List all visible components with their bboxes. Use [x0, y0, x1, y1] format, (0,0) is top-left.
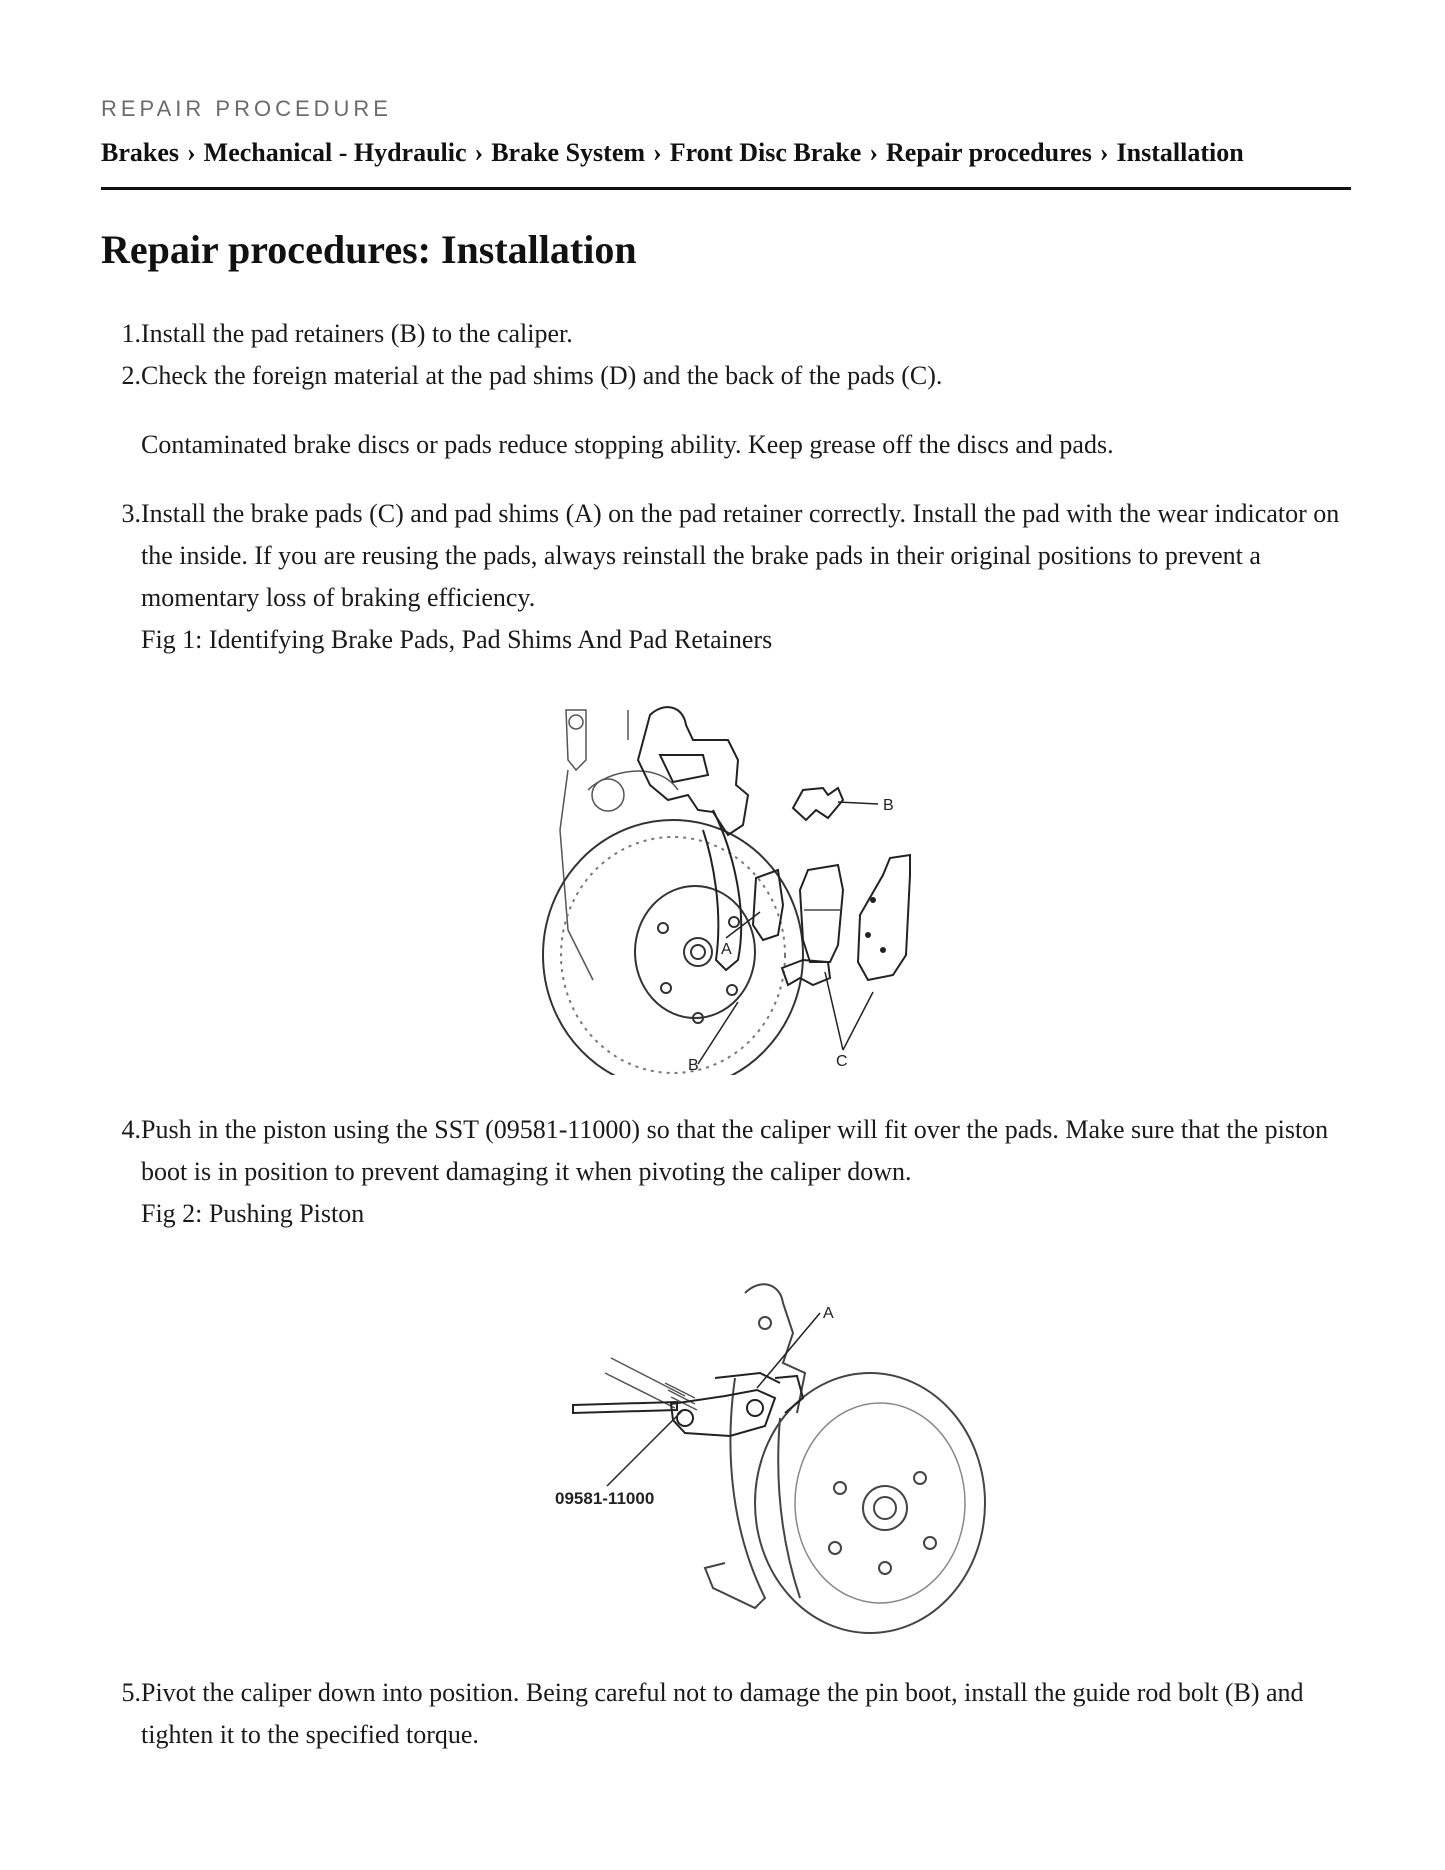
breadcrumb-item[interactable]: Brakes — [101, 138, 179, 167]
step-number: 4. — [121, 1115, 141, 1144]
brake-pad-inner-drawing — [800, 865, 843, 962]
section-eyebrow: REPAIR PROCEDURE — [101, 96, 392, 121]
figure-1-brake-pads — [538, 700, 1078, 1075]
label-c: C — [836, 1053, 848, 1070]
pad-retainer-bottom-drawing — [782, 960, 830, 985]
breadcrumb-separator: › — [474, 138, 484, 167]
label-b-bottom: B — [688, 1057, 699, 1074]
step-number: 3. — [121, 499, 141, 528]
breadcrumb — [101, 138, 1351, 168]
brake-disc-drawing — [755, 1373, 985, 1633]
breadcrumb-separator: › — [187, 138, 196, 167]
pad-retainer-top-drawing — [793, 788, 843, 820]
breadcrumb-separator: › — [653, 138, 662, 167]
breadcrumb-item[interactable]: Repair procedures — [886, 138, 1092, 167]
label-tool-number: 09581-11000 — [555, 1489, 655, 1508]
step-text: Install the brake pads (C) and pad shims (A) on the pad retainer correctly. Install the pad with the wear indicator on the inside. If you are reusing the pads, always reinstall the brake pads in their original positions to prevent a momentary loss of braking efficiency. — [141, 499, 1340, 612]
breadcrumb-item[interactable]: Mechanical - Hydraulic — [203, 138, 467, 167]
sst-handle-drawing — [573, 1402, 677, 1413]
breadcrumb-separator: › — [1099, 138, 1109, 167]
step-2-note: Contaminated brake discs or pads reduce stopping ability. Keep grease off the discs and pads. — [141, 430, 1114, 459]
caliper-and-sst-drawing — [671, 1373, 803, 1436]
figure-1-leader-lines — [698, 802, 878, 1064]
breadcrumb-item-current: Installation — [1116, 138, 1244, 167]
figure-2-leader-lines — [607, 1313, 820, 1486]
brake-pad-outer-drawing — [858, 855, 910, 980]
figure-2-caption: Fig 2: Pushing Piston — [141, 1199, 365, 1228]
figure-2-pushing-piston — [535, 1278, 1075, 1638]
step-text: Install the pad retainers (B) to the caliper. — [141, 319, 573, 348]
pad-shim-drawing — [753, 870, 783, 940]
steering-knuckle-drawing — [705, 1284, 805, 1608]
steering-knuckle-drawing — [560, 710, 678, 980]
breadcrumb-item[interactable]: Front Disc Brake — [669, 138, 862, 167]
header-divider — [101, 187, 1351, 190]
page-title: Repair procedures: Installation — [101, 227, 637, 272]
step-number: 2. — [121, 361, 141, 390]
brake-disc-drawing — [543, 820, 803, 1075]
breadcrumb-item[interactable]: Brake System — [491, 138, 646, 167]
step-text: Push in the piston using the SST (09581-11000) so that the caliper will fit over the pads. Make sure that the piston boot is in position to prevent damaging it when pivoting the caliper down. — [141, 1115, 1329, 1186]
step-number: 5. — [121, 1678, 141, 1707]
label-b-top: B — [883, 797, 894, 814]
figure-1-caption: Fig 1: Identifying Brake Pads, Pad Shims And Pad Retainers — [141, 625, 773, 654]
label-a: A — [721, 941, 732, 958]
breadcrumb-separator: › — [869, 138, 878, 167]
step-number: 1. — [121, 319, 141, 348]
label-a: A — [823, 1305, 834, 1322]
step-text: Check the foreign material at the pad shims (D) and the back of the pads (C). — [141, 361, 943, 390]
step-text: Pivot the caliper down into position. Being careful not to damage the pin boot, install the guide rod bolt (B) and tighten it to the specified torque. — [141, 1678, 1304, 1749]
